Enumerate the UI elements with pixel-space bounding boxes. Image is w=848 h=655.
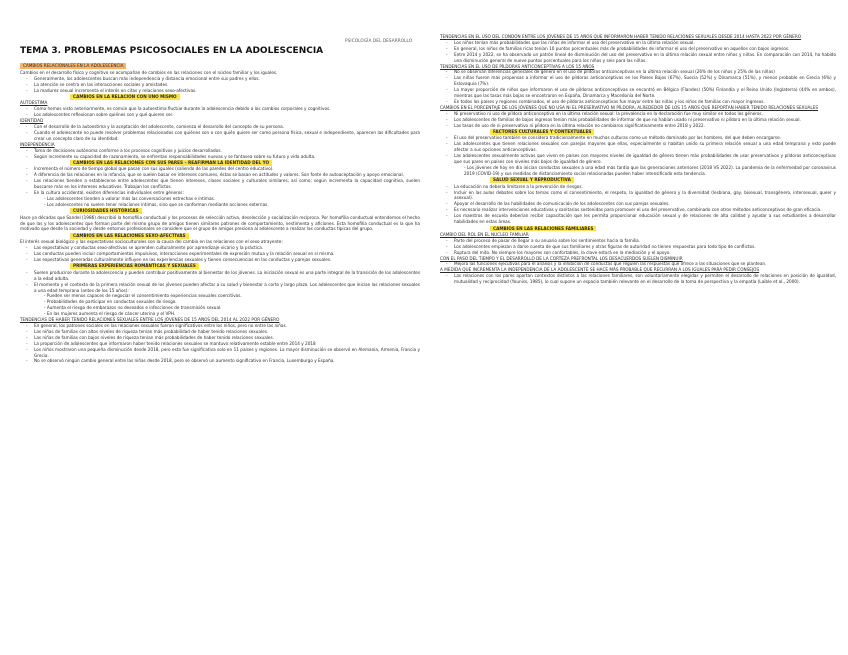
sub-item: - Los adolescentes no suelen tener relaciones íntimas, sino que se conforman mediante acciones externas. <box>44 201 269 207</box>
paragraph: El interés sexual biológico y las expectativas socioculturales son la causa del cambio en las relaciones con el sexo atrayente: <box>20 239 283 245</box>
subsection-heading: CURIOSIDADES HISTÓRICAS <box>70 208 142 214</box>
list-item: - Los niños tenían más probabilidades que las niñas de informar el uso del preservativo en la última relación sexual. <box>440 40 836 46</box>
underlined-heading: TENDENCIAS EN EL USO DE PÍLDORAS ANTICONCEPTIVAS A LOS 15 AÑOS <box>440 63 595 69</box>
list-item: - Los maestros de escuela deberían recibir capacitación que les permita proporcionar educación sexual y de relaciones de alta calidad y ayudar a sus estudiantes a desarrollar habilidades en estas áreas. <box>440 213 836 225</box>
bullet-list <box>20 166 420 196</box>
section-heading-row <box>20 62 420 70</box>
bullet-list <box>20 124 420 142</box>
right-column <box>440 34 836 285</box>
list-item: - A diferencia de las relaciones en la infancia, que se suelen basar en intereses comunes, éstas se basan en actitudes y valores. Son fonte de autoaceptación y apoyo emocional. <box>20 172 420 178</box>
underlined-heading: INDEPENDENCIA <box>20 141 55 147</box>
list-item: - Las expectativas y conductas sexo-afectivas se aprenden culturalmente por aprendizaje vicario y la práctica. <box>20 245 420 251</box>
subsection-heading-row <box>440 225 836 232</box>
sub-item: - En las mujeres aumenta el riesgo de cáncer uterino y el VPH. <box>44 311 176 317</box>
list-item: - Entre 2014 y 2022, se ha observado un patrón lineal de disminución del uso del preservativo en la última relación sexual entre niños y niñas. En comparación con 2014, ha habido una disminución general de nueve puntos porcentuales para los niños y seis para las niñas. <box>440 52 836 64</box>
list-item: - Ruptura del mito. No siempre los mayores son confortables, la clave estará en la mediación y el apoyo. <box>440 250 836 256</box>
subsection-heading: CAMBIOS EN LAS RELACIONES CON SUS PARES – REAFIRMAN LA IDENTIDAD DEL YO <box>70 160 272 166</box>
bullet-list <box>440 135 836 165</box>
subsection-heading-row <box>440 177 836 184</box>
bullet-list <box>20 323 420 364</box>
underlined-heading: A MEDIDA QUE INCREMENTA LA INDEPENDENCIA DE LA ADOLESCENTE SE HACE MÁS PROBABLE QUE RECURRAN A LOS IGUALES PARA PEDIR CONSEJOS <box>440 267 760 273</box>
sub-item: - Probabilidades de participar en conductas sexuales de riesgo. <box>44 299 177 305</box>
underlined-heading: TENDENCIAS DE HABER TENIDO RELACIONES SEXUALES ENTRE LOS JÓVENES DE 15 AÑOS DEL 2014 AL 2022 POR GÉNERO <box>20 317 280 323</box>
bullet-list <box>440 261 836 267</box>
list-item: - Toma de decisiones autónoma conforme a los procesos cognitivos y juicios desarrollados. <box>20 148 420 154</box>
list-item: - Según incremente su capacidad de razonamiento, se enfrentan responsabilidades nuevas y se fantasea sobre su futuro y vida adulta. <box>20 154 420 160</box>
list-item: - Con el desarrollo de la autoestima y la aceptación del adolescente, comienza el desarrollo del concepto de su persona. <box>20 124 420 130</box>
underlined-heading: CAMBIO DEL ROL EN EL NÚCLEO FAMILIAR <box>440 231 529 237</box>
list-item: - No se observan diferencias generales de género en el uso de píldoras anticonceptivas en la última relación sexual (26% de los niños y 25% de las niñas) <box>440 69 836 75</box>
sub-item: - Las adolescentes tienden a valorar más las conversaciones estrechas e íntimas. <box>44 195 216 201</box>
bullet-list <box>440 184 836 225</box>
bullet-list <box>440 238 836 256</box>
left-column <box>20 62 420 364</box>
list-item: - Los adolescentes reflexionan sobre quiénes son y qué quieren ser. <box>20 112 420 118</box>
list-item: - Mejora las funciones ejecutivas para el análisis y la inhibición de conductas que regulen las respuestas que ofrece a las situaciones que se plantean. <box>440 261 836 267</box>
list-item: - Incrementa el número de tiempo global que pasan con sus iguales (saliendo de las paredes del centro educativo). <box>20 166 420 172</box>
list-item: - Los adolescentes empiezan a darse cuenta de que sus familiares y otras figuras de autoridad no tienen respuestas para todo tipo de conflictos. <box>440 244 836 250</box>
list-item: - Generalmente, los adolescentes buscan más independencia y distancia emocional entre sus padres y ellos. <box>20 76 420 82</box>
running-header: PSICOLOGÍA DEL DESARROLLO <box>345 38 413 43</box>
subsection-heading-row <box>20 232 420 239</box>
subsection-heading-row <box>20 208 420 215</box>
underlined-heading: TENDENCIAS EN EL USO DEL CONDÓN ENTRE LOS JÓVENES DE 15 AÑOS QUE INFORMARON HABER TENIDO RELACIONES SEXUALES DESDE 2014 HASTA 2022 POR GÉNERO <box>440 34 802 39</box>
list-item: - El uso del preservativo también se considera tradicionalmente en muchas culturas como un método dominado por los hombres, del que deben encargarse. <box>440 135 836 141</box>
subsection-heading-row <box>20 263 420 270</box>
list-item: - Los niños mostraron una pequeña disminución desde 2018, pero esta fue significativa solo en 11 países y regiones. La mayor disminución se observó en Alemania, Armenia, Francia y Grecia. <box>20 347 420 359</box>
sub-item: - Pueden ser menos capaces de negociar el consentimiento experiencias sexuales coercitivas. <box>44 293 242 299</box>
subsection-heading-row <box>20 160 420 167</box>
list-item: - Las expectativas generadas culturalmente influyen en las experiencias sexuales y tienen consecuencias en las conductas y parejas sexuales. <box>20 257 420 263</box>
subsection-heading: FACTORES CULTURALES Y CONTEXTUALES <box>490 129 594 135</box>
list-item: - Las niñas fueron más propensas a informar el uso de píldoras anticonceptivas en los Países Bajos (67%), Suecia (52%) y Dinamarca (51%), y menos probable en Grecia (6%) y Eslovaquia (7%). <box>440 75 836 87</box>
paragraph: Hace ya décadas que Sandel (1986) describió la homofilia conductual y los procesos de selección activa, deselección y socialización recíproca. Por homofilia conductual entendemos el hecho de que las y los adolescentes que forman parte del mismo grupo de amigos tienen similares patrones de comportamiento, vestimenta y aficiones. Esta homofilia conductual es la que ha motivado que desde la sociedad y desde entornos profesionales se considere que el grupo de amigos presiona al adolescente a realizar las conductas típicas del grupo. <box>20 214 420 232</box>
subsection-heading: CAMBIOS EN LA RELACIÓN CON UNO MISMO <box>70 94 180 100</box>
list-item: - Como hemos visto anteriormente, es común que la autoestima fluctúe durante la adolescencia debido a los cambios corporales y cognitivos. <box>20 106 420 112</box>
list-item: - Ni preservativo ni uso de píldora anticonceptiva en la última relación sexual: la prevalencia en la declaración fue muy similar en todos los géneros. <box>440 111 836 117</box>
list-item: - La madurez sexual incrementa el interés en citas y relaciones sexo-afectivas. <box>20 88 420 94</box>
bullet-list <box>20 245 420 263</box>
subsection-heading-row <box>440 129 836 136</box>
list-item: - La educación no debería limitarse a la prevención de riesgos. <box>440 184 836 190</box>
page-title: TEMA 3. PROBLEMAS PSICOSOCIALES EN LA ADOLESCENCIA <box>20 46 324 56</box>
subsection-heading: CAMBIOS EN LAS RELACIONES SEXO-AFECTIVAS <box>70 233 189 239</box>
list-item: - Cuando el adolescente no puede resolver problemas relacionados con quiénes son o con quién quiere ser como persona física, sexual e independiente, aparecen las dificultades para crear un concepto claro de su identidad. <box>20 130 420 142</box>
list-item: - Apoyar el desarrollo de las habilidades de comunicación de los adolescentes con sus parejas sexuales. <box>440 201 836 207</box>
underlined-heading: AUTOESTIMA <box>20 100 48 106</box>
bullet-list <box>20 270 420 294</box>
bullet-list <box>440 40 836 64</box>
list-item: - En general, los patrones sociales en las relaciones sexuales fueron significativos entre los niños, pero no entre las niñas. <box>20 323 420 329</box>
sub-item: - Aumenta el riesgo de embarazos no deseados e infecciones de transmisión sexual. <box>44 305 222 311</box>
subsection-heading: PRIMERAS EXPERIENCIAS ROMÁNTICAS Y SEXUALES <box>70 263 199 269</box>
list-item: - La mayor proporción de niños que informaron el uso de píldoras anticonceptivas se encontró en Bélgica (Flandes) (50%) Finlandia y el Reino Unido (Inglaterra) (44% en ambos), mientras que las tasas más bajas se encontraron en España, Dinamarca y Macedonia del Norte. <box>440 87 836 99</box>
list-item: - No se observó ningún cambio general entre las niñas desde 2018, pero se observó un aumento significativo en Francia, Luxemburgo y España. <box>20 358 420 364</box>
list-item: - Las niñas de familias con altos niveles de riqueza tenían más probabilidad de haber tenido relaciones sexuales. <box>20 329 420 335</box>
subsection-heading: SALUD SEXUAL Y REPRODUCTIVA <box>490 177 574 183</box>
sub-item: - Los jóvenes de hoy en día inician conductas sexuales a una edad más tardía que las generaciones anteriores (2018 VS 2022). La pandemia de la enfermedad por coronavirus 2019 (COVID-19) y sus medidas de distanciamiento social relacionadas pueden haber intensificado esta tendencia. <box>464 164 836 176</box>
list-item: - Los adolescentes de familias de bajos ingresos tenían más probabilidades de informar de que no habían usado ni preservativo ni píldora en la última relación sexual. <box>440 117 836 123</box>
bullet-list <box>440 111 836 129</box>
paragraph: Cambios en el desarrollo físico y cognitivo se acompañan de cambios en las relaciones con el núcleo familiar y los iguales. <box>20 69 278 75</box>
bullet-list <box>20 148 420 160</box>
list-item: - Suelen producirse durante la adolescencia y pueden contribuir positivamente al bienestar de los jóvenes. La iniciación sexual es una parte integral de la transición de los adolescentes a la edad adulta. <box>20 270 420 282</box>
list-item: - La proporción de adolescentes que informaron haber tenido relaciones sexuales se mantuvo relativamente estable entre 2014 y 2018 <box>20 341 420 347</box>
bullet-list <box>440 273 836 285</box>
subsection-heading-row <box>20 94 420 101</box>
subsection-heading: CAMBIOS EN LAS RELACIONES FAMILIARES <box>490 226 596 232</box>
underlined-heading: CAMBIOS EN EL PORCENTAJE DE LOS JÓVENES QUE NO USA NI EL PRESERVATIVO NI PÍLDORA, ALREDEDOR DE LOS 15 AÑOS QUE REPORTAN HABER TENIDO RELACIONES SEXUALES <box>440 104 819 110</box>
list-item: - Las tasas de uso de ni preservativo ni píldora en la última relación no cambiaron significativamente entre 2018 y 2022. <box>440 123 836 129</box>
list-item: - En general, los niños de familias ricas tenían 10 puntos porcentuales más de probabilidades de informar el uso del preservativo en aquellos con bajos ingresos. <box>440 46 836 52</box>
underlined-heading: CON EL PASO DEL TIEMPO Y EL DESARROLLO DE LA CORTEZA PREFRONTAL LOS DESACUERDOS SUELEN DISMINUIR <box>440 255 683 261</box>
underlined-heading: IDENTIDAD <box>20 118 44 124</box>
list-item: - El momento y el contexto de la primera relación sexual de los jóvenes pueden afectar a su salud y bienestar a corto y largo plazo. Los adolescentes que inician las relaciones sexuales a una edad temprana (antes de los 15 años): <box>20 282 420 294</box>
bullet-list <box>440 69 836 104</box>
bullet-list <box>20 76 420 94</box>
list-item: - Las adolescentes sexualmente activas que viven en países con mayores niveles de igualdad de género tienen más probabilidades de usar preservativos y píldoras anticonceptivas que sus pares en países con niveles más bajos de igualdad de género. <box>440 153 836 165</box>
list-item: - Parte del proceso de pasar de llegar a su anuario sobre los sentimientos hacia la familia. <box>440 238 836 244</box>
list-item: - La atención se centra en las interacciones sociales y amistades. <box>20 82 420 88</box>
section-heading: CAMBIOS RELACIONALES EN LA ADOLESCENCIA <box>20 63 126 69</box>
list-item: - Las niñas de familias con bajos niveles de riqueza tenían más probabilidades de haber tenido relaciones sexuales. <box>20 335 420 341</box>
bullet-list <box>20 106 420 118</box>
list-item: - Las relaciones con los pares aportan contextos distintos a las relaciones familiares, son voluntariamente elegidas y permiten el desarrollo de relaciones en posición de igualdad, mutualidad y reciprocidad (Youniss, 1985), lo cual supone un espacio también relevante en el desarrollo de la toma de perspectiva y la empatía (Laible et al., 2000). <box>440 273 836 285</box>
list-item: - Las adolescentes que tienen relaciones sexuales con parejas mayores que ellas, especialmente si habitan unido su primera relación sexual a una edad temprana y esto puede afectar a sus opciones anticonceptivas. <box>440 141 836 153</box>
list-item: - Las relaciones tienden a establecerse entre adolescentes que tienen intereses, clases sociales y culturales similares, así como; según incrementa la capacidad cognitiva, suelen buscarse más en los intereses educativos. Trabajan los conflictos. <box>20 178 420 190</box>
list-item: - Las conductas pueden incluir comportamientos impulsivos, interacciones experimentales de expresión mutua y la relación sexual en sí misma. <box>20 251 420 257</box>
list-item: - En todos los países y regiones combinados, el uso de píldoras anticonceptivas fue mayor entre las niñas y los niños de familias con mayor ingresos. <box>440 99 836 105</box>
list-item: - En la cultura occidental, existen diferencias individuales entre géneros: <box>20 190 420 196</box>
list-item: - Incluir en las aulas debates sobre los temas como el consentimiento, el respeto, la igualdad de género y la diversidad (lesbiana, gay, bisexual, transgénero, intersexual, queer y asexual). <box>440 190 836 202</box>
list-item: - Es necesario realizar intervenciones educativas y sanitarias sostenidas para promover el uso del preservativo, combinado con otros métodos anticonceptivos de gran eficacia. <box>440 207 836 213</box>
